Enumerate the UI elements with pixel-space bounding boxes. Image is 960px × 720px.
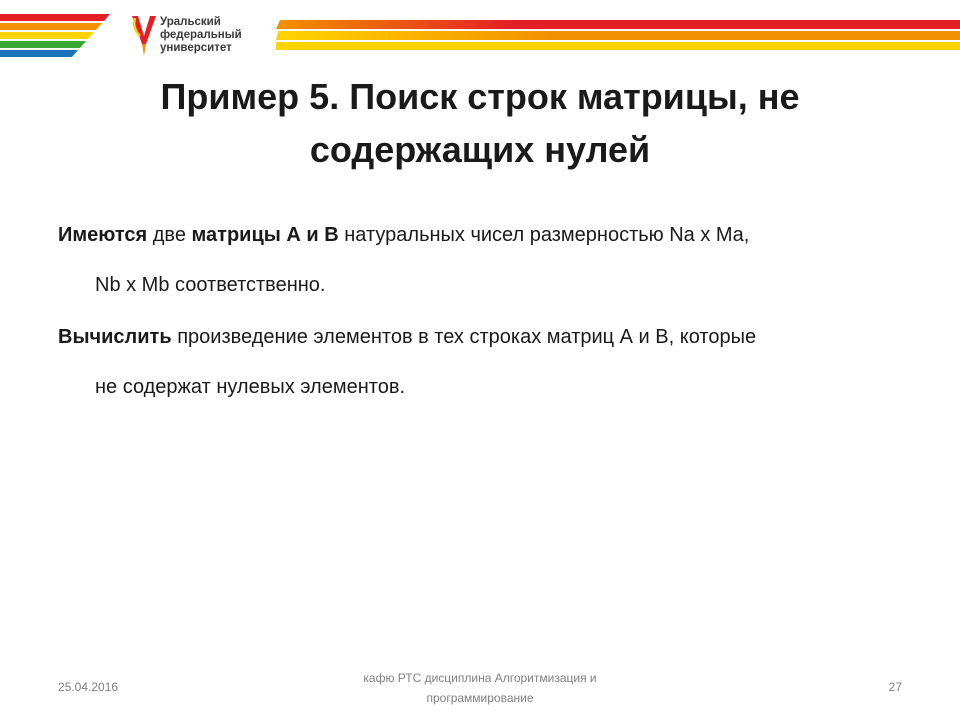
body-text: две (147, 224, 192, 246)
footer-date: 25.04.2016 (58, 680, 119, 694)
paragraph-line: Nb x Mb соответственно. (95, 274, 326, 296)
footer-course-line: кафю РТС дисциплина Алгоритмизация и (363, 671, 597, 685)
logo-line: университет (160, 42, 232, 54)
university-logo-icon (130, 14, 158, 58)
body-text: произведение элементов в тех строках матриц А и В, которые (171, 326, 757, 348)
body-paragraph (58, 210, 908, 310)
body-text: натуральных чисел размерностью Na x Ma, (338, 224, 750, 246)
logo-line: Уральский (160, 16, 221, 28)
slide-title-line: содержащих нулей (309, 129, 651, 170)
emphasis-text: Имеются (58, 224, 148, 246)
slide-body (58, 210, 908, 414)
logo-line: федеральный (160, 29, 242, 41)
emphasis-text: Вычислить (58, 326, 172, 348)
slide-title-line: Пример 5. Поиск строк матрицы, не (160, 76, 800, 117)
footer-course-line: программирование (426, 691, 534, 705)
decorative-stripes-right (276, 20, 960, 54)
paragraph-line (58, 312, 908, 362)
paragraph-line: не содержат нулевых элементов. (95, 376, 405, 398)
slide-title (60, 70, 900, 176)
decorative-stripes-left (0, 14, 110, 58)
body-paragraph (58, 312, 908, 412)
emphasis-text: матрицы А и В (191, 224, 339, 246)
footer-course-info (300, 668, 660, 708)
header-bar (0, 0, 960, 64)
footer-page-number: 27 (888, 680, 902, 694)
paragraph-line (58, 210, 908, 260)
university-logo-text (160, 16, 242, 55)
